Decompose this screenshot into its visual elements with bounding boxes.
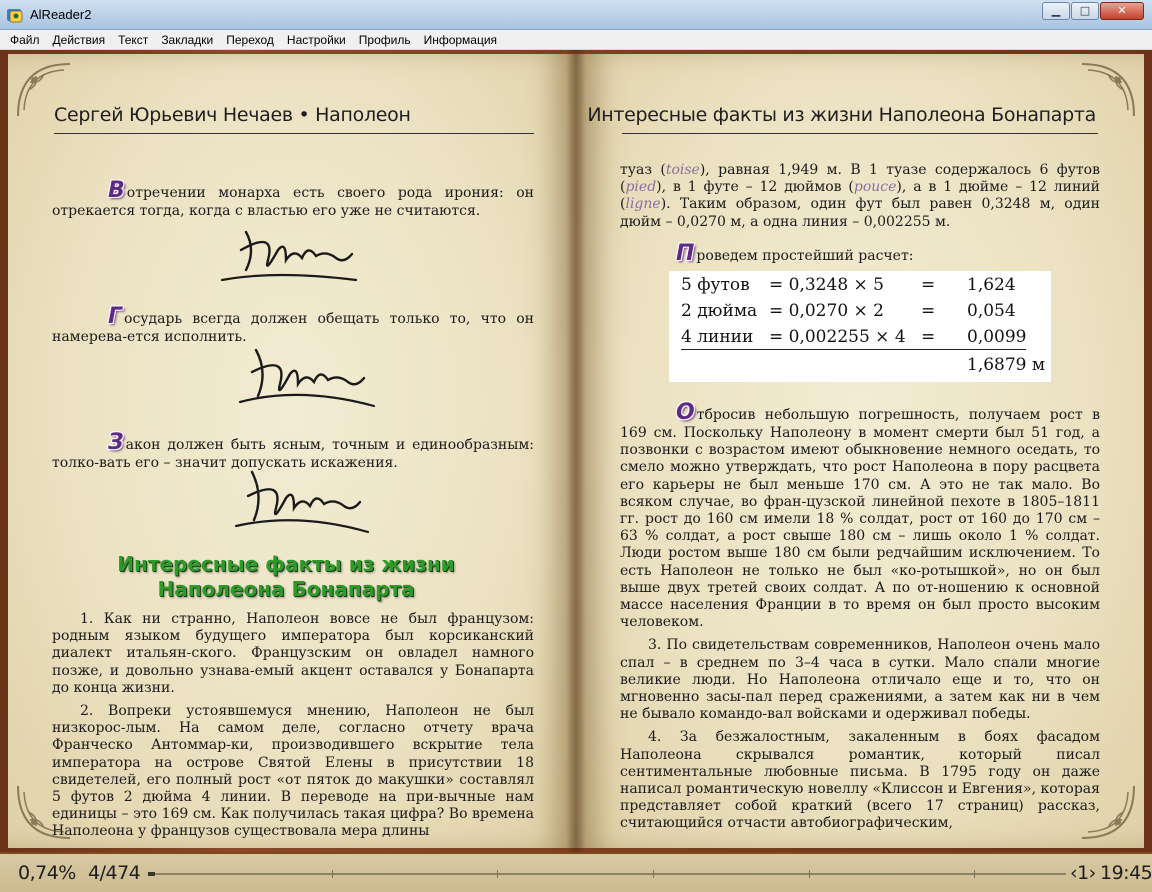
calculation-table <box>669 271 1051 382</box>
book-cover <box>0 50 1152 852</box>
menu-actions[interactable]: Действия <box>52 32 106 47</box>
calc-eq: = <box>921 301 936 321</box>
app-icon <box>6 6 24 24</box>
header-rule <box>622 133 1098 134</box>
window-title: AlReader2 <box>30 7 92 22</box>
left-page[interactable] <box>8 54 576 848</box>
calc-expr: = 0,0270 × 2 <box>769 301 884 321</box>
body-text <box>620 162 1100 266</box>
sum-rule <box>681 349 1026 350</box>
calc-result: 0,054 <box>967 301 1016 321</box>
minimize-button[interactable]: ▁ <box>1042 2 1070 20</box>
reading-progress[interactable] <box>148 873 1066 875</box>
epigraph <box>52 178 534 220</box>
paragraph: 1. Как ни странно, Наполеон вовсе не был французом: родным языком будущего императора был корсиканский диалект итальян-ского. Французским он овладел намного позже, и довольно узнава-емый акцент оставался у Бонапарта до конца жизни. <box>52 611 534 696</box>
french-term: ligne <box>625 196 661 213</box>
body-text <box>52 611 534 841</box>
menu-info[interactable]: Информация <box>423 32 498 47</box>
text-run: роведем простейший расчет: <box>696 247 914 264</box>
calc-total: 1,6879 м <box>967 355 1046 375</box>
paragraph: 3. По свидетельствам современников, Наполеон очень мало спал – в среднем по 3–4 часа в сутки. Мало спали многие великие люди. Но Наполеона отличало еще и то, что он мгновенно засы-пал перед сражениями, а затем как ни в чем не бывало командо-вал войсками и одерживал победы. <box>620 637 1100 723</box>
epigraph <box>52 304 534 346</box>
text-run: ). Таким образом, один фут был равен 0,3248 м, один дюйм – 0,0270 м, а одна линия – 0,002255 м. <box>620 196 1100 230</box>
menu-bookmarks[interactable]: Закладки <box>161 32 214 47</box>
read-percent: 0,74% <box>18 862 76 884</box>
calc-row <box>681 273 1051 298</box>
chapter-tick <box>332 870 333 878</box>
maximize-button[interactable]: □ <box>1071 2 1099 20</box>
chapter-indicator[interactable]: ‹1› <box>1070 862 1096 884</box>
calc-row <box>681 325 1051 350</box>
paragraph: 2. Вопреки устоявшемуся мнению, Наполеон не был низкорос-лым. На самом деле, согласно отчету врача Франческо Антоммар-ки, производившего вскрытие тела императора на острове Святой Елены в присутствии 18 свидетелей, его полный рост «от пяток до макушки» составлял 5 футов 2 дюйма 4 линии. В переводе на при-вычные нам единицы – это 169 см. Как получилась такая цифра? Во времена Наполеона у французов существовала мера длины <box>52 703 534 840</box>
page-indicator[interactable]: 4/474 <box>88 862 141 884</box>
dropcap: Г <box>108 304 123 329</box>
dropcap: О <box>676 400 695 425</box>
dropcap: В <box>108 178 125 203</box>
calc-total-row <box>681 353 1051 378</box>
text-run: ), в 1 футе – 12 дюймов ( <box>656 179 854 196</box>
status-bar <box>0 852 1152 892</box>
running-head-left: Сергей Юрьевич Нечаев • Наполеон <box>54 104 411 126</box>
calc-unit: 4 линии <box>681 327 754 347</box>
menu-text[interactable]: Текст <box>118 32 149 47</box>
calc-unit: 5 футов <box>681 275 750 295</box>
paragraph <box>620 162 1100 231</box>
calc-expr: = 0,002255 × 4 <box>769 327 906 347</box>
text-run: ), равная 1,949 м. В 1 туазе содержалось 6 футов ( <box>620 162 1100 196</box>
chapter-title <box>86 552 486 602</box>
epigraph-text: отречении монарха есть своего рода ирония: он отрекается тогда, когда с властью его уже не считаются. <box>52 185 534 219</box>
paragraph <box>620 400 1100 631</box>
signature-image <box>230 342 380 412</box>
text-run: тбросив небольшую погрешность, получаем рост в 169 см. Поскольку Наполеону в момент смерти был 51 год, а позвонки с возрастом имеют обыкновение немного оседать, то смело можно утверждать, что рост Наполеона в пору расцвета его карьеры не был меньше 170 см. А это не так мало. Во всяком случае, во фран-цузской линейной пехоте в 1805–1811 гг. рост до 160 см имели 18 % солдат, рост от 160 до 170 см – 63 % солдат, а рост свыше 180 см – лишь около 1 % солдат. Люди ростом выше 180 см были редчайшим исключением. То есть Наполеон не только не был «ко-ротышкой», но он был выше двух третей своих солдат. А по от-ношению к основной массе населения Франции в то время он был просто высоким человеком. <box>620 407 1100 631</box>
menu-file[interactable]: Файл <box>10 32 40 47</box>
header-rule <box>54 133 534 134</box>
calc-eq: = <box>921 275 936 295</box>
calc-result: 0,0099 <box>967 327 1027 347</box>
dropcap: П <box>676 240 695 266</box>
body-text <box>620 400 1100 833</box>
signature-image <box>216 220 366 288</box>
title-bar <box>0 0 1152 30</box>
menu-bar <box>0 30 1152 50</box>
french-term: pouce <box>853 179 897 196</box>
signature-image <box>228 466 378 536</box>
calc-expr: = 0,3248 × 5 <box>769 275 884 295</box>
chapter-tick <box>653 870 654 878</box>
chapter-tick <box>974 870 975 878</box>
menu-profile[interactable]: Профиль <box>358 32 411 47</box>
running-head-right: Интересные факты из жизни Наполеона Бонапарта <box>587 104 1096 126</box>
calc-row <box>681 299 1051 324</box>
right-page[interactable] <box>576 54 1144 848</box>
text-run: ), а в 1 дюйме – 12 линий ( <box>620 179 1100 213</box>
menu-settings[interactable]: Настройки <box>286 32 346 47</box>
chapter-title-line: Наполеона Бонапарта <box>157 577 415 601</box>
chapter-tick <box>809 870 810 878</box>
french-term: pied <box>625 179 657 196</box>
calc-eq: = <box>921 327 936 347</box>
paragraph <box>620 241 1100 266</box>
french-term: toise <box>665 162 700 178</box>
menu-goto[interactable]: Переход <box>226 32 274 47</box>
calc-result: 1,624 <box>967 275 1016 295</box>
text-run: туаз ( <box>620 162 666 178</box>
dropcap: З <box>108 430 124 455</box>
epigraph-text: осударь всегда должен обещать только то, что он намерева-ется исполнить. <box>52 311 534 345</box>
clock: 19:45 <box>1100 862 1152 884</box>
book-spine <box>566 50 586 852</box>
chapter-title-line: Интересные факты из жизни <box>117 552 455 576</box>
paragraph: 4. За безжалостным, закаленным в боях фасадом Наполеона скрывался романтик, который писал сентиментальные любовные письма. В 1795 году он даже написал романтическую новеллу «Клиссон и Евгения», которая представляет собой краткий (всего 17 страниц) рассказ, считающийся отчасти автобиографическим, <box>620 729 1100 832</box>
chapter-tick <box>497 870 498 878</box>
calc-unit: 2 дюйма <box>681 301 758 321</box>
progress-fill <box>148 872 155 876</box>
epigraph-text: акон должен быть ясным, точным и единообразным: толко-вать его – значит допускать искажения. <box>52 437 534 471</box>
close-button[interactable]: ✕ <box>1100 2 1144 20</box>
window-controls <box>1041 2 1144 22</box>
